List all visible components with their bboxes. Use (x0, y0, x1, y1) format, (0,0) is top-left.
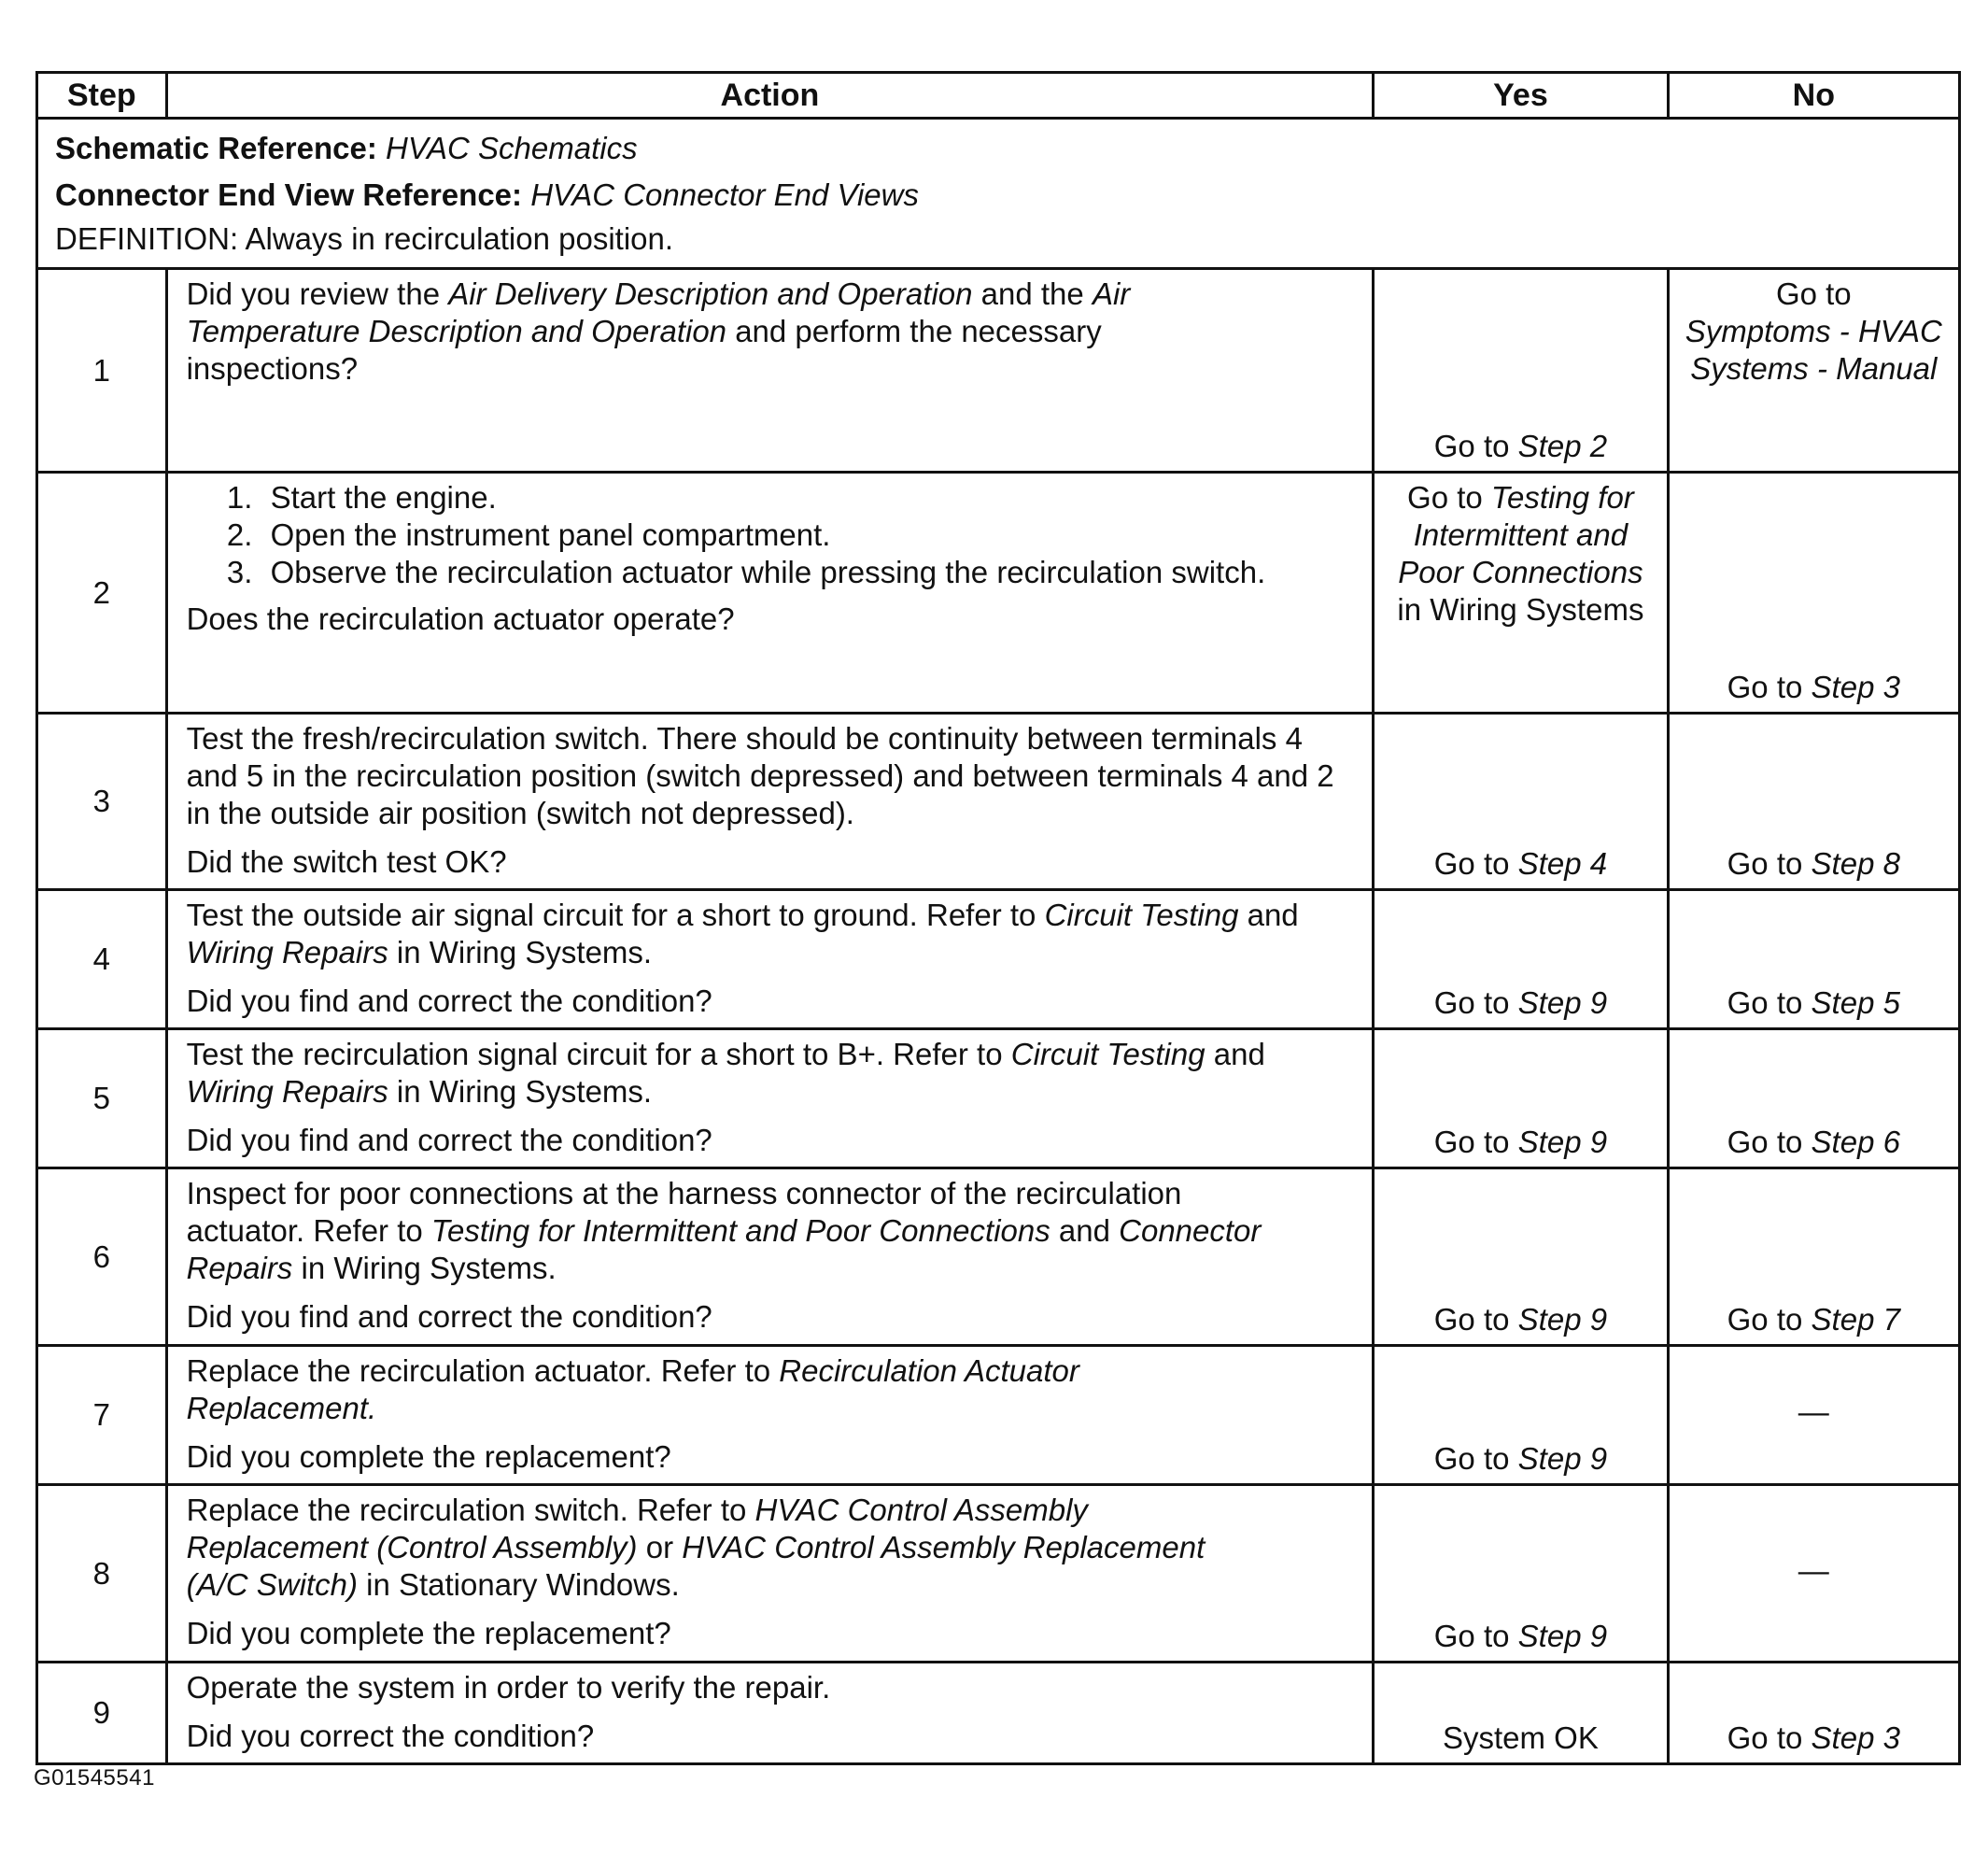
step-action (166, 1485, 1374, 1663)
no-link[interactable]: Step 3 (1811, 670, 1900, 704)
yes-link[interactable]: Step 9 (1517, 1302, 1608, 1337)
header-action: Action (166, 73, 1374, 119)
schematic-reference-label: Schematic Reference: (55, 131, 377, 165)
yes-cell[interactable] (1374, 890, 1668, 1029)
yes-cell[interactable] (1374, 714, 1668, 890)
action-link[interactable]: Recirculation Actuator Replacement. (186, 1353, 1079, 1425)
no-cell[interactable] (1668, 473, 1959, 714)
action-text: in Wiring Systems. (292, 1251, 557, 1285)
yes-cell[interactable] (1374, 1485, 1668, 1663)
step-action (166, 890, 1374, 1029)
yes-text: Go to (1407, 480, 1491, 515)
yes-text: Go to (1433, 1302, 1518, 1337)
yes-text: System OK (1442, 1720, 1599, 1755)
connector-reference-link[interactable]: HVAC Connector End Views (530, 177, 919, 212)
table-row (37, 890, 1960, 1029)
step-number: 9 (37, 1663, 167, 1764)
action-link[interactable]: Testing for Intermittent and Poor Connections (430, 1213, 1050, 1248)
action-link[interactable]: Wiring Repairs (186, 935, 388, 969)
schematic-reference-link[interactable]: HVAC Schematics (386, 131, 638, 165)
yes-text: Go to (1433, 846, 1518, 881)
step-question: Does the recirculation actuator operate? (186, 601, 735, 636)
action-link[interactable]: Wiring Repairs (186, 1074, 388, 1109)
connector-reference (55, 172, 1945, 219)
step-number: 5 (37, 1029, 167, 1168)
yes-link[interactable]: Testing for Intermittent and Poor Connections (1398, 480, 1643, 589)
action-text: Replace the recirculation switch. Refer to (186, 1493, 755, 1527)
action-text: or (637, 1530, 683, 1564)
no-cell[interactable] (1668, 890, 1959, 1029)
step-action (166, 1029, 1374, 1168)
reference-row (37, 119, 1960, 269)
yes-link[interactable]: Step 4 (1517, 846, 1608, 881)
no-link[interactable]: Step 3 (1811, 1720, 1900, 1755)
yes-link[interactable]: Step 9 (1517, 985, 1608, 1020)
yes-cell[interactable] (1374, 473, 1668, 714)
action-text: in Wiring Systems. (388, 1074, 653, 1109)
step-question: Did the switch test OK? (186, 844, 507, 879)
figure-id: G01545541 (34, 1765, 155, 1790)
action-link[interactable]: Connector Repairs (186, 1213, 1262, 1285)
no-cell[interactable] (1668, 269, 1959, 473)
yes-text: Go to (1433, 1125, 1518, 1159)
no-dash: — (1798, 1394, 1829, 1429)
yes-text: Go to (1433, 985, 1518, 1020)
step-question: Did you find and correct the condition? (186, 984, 712, 1018)
yes-link[interactable]: Step 2 (1517, 429, 1608, 463)
yes-cell[interactable] (1374, 1168, 1668, 1346)
action-text: Test the fresh/recirculation switch. There should be continuity between terminals 4 and 5 in the recirculation position (switch depressed) and between terminals 4 and 2 in the outside air position (switch not depressed). (186, 721, 1334, 830)
no-dash: — (1798, 1552, 1829, 1588)
action-text: and perform the necessary inspections? (186, 314, 1102, 386)
step-number: 6 (37, 1168, 167, 1346)
yes-link[interactable]: Step 9 (1517, 1619, 1608, 1653)
action-text: Replace the recirculation actuator. Refer to (186, 1353, 780, 1388)
no-text: Go to (1727, 670, 1812, 704)
step-number: 2 (37, 473, 167, 714)
table-row (37, 269, 1960, 473)
step-action (166, 1346, 1374, 1485)
yes-text: Go to (1433, 1441, 1518, 1476)
action-text: and (1205, 1037, 1265, 1071)
action-link[interactable]: Circuit Testing (1010, 1037, 1205, 1071)
yes-text: Go to (1433, 429, 1518, 463)
action-link[interactable]: Circuit Testing (1044, 898, 1239, 932)
definition-text: DEFINITION: Always in recirculation position. (55, 221, 674, 256)
action-link[interactable]: HVAC Control Assembly Replacement (A/C Switch) (186, 1530, 1205, 1602)
header-no: No (1668, 73, 1959, 119)
action-text: Test the outside air signal circuit for a short to ground. Refer to (186, 898, 1045, 932)
action-text: and (1238, 898, 1299, 932)
step-number: 7 (37, 1346, 167, 1485)
action-link[interactable]: Air Delivery Description and Operation (448, 276, 973, 311)
action-text: and the (972, 276, 1093, 311)
schematic-reference (55, 125, 1945, 172)
no-text: Go to (1727, 1302, 1812, 1337)
step-action (166, 1168, 1374, 1346)
yes-link[interactable]: Step 9 (1517, 1125, 1608, 1159)
step-number: 4 (37, 890, 167, 1029)
step-question: Did you correct the condition? (186, 1719, 595, 1753)
step-action (166, 714, 1374, 890)
no-cell[interactable] (1668, 714, 1959, 890)
list-item: 2. Open the instrument panel compartment. (261, 517, 1358, 554)
no-text: Go to (1727, 1720, 1812, 1755)
no-text: Go to (1727, 846, 1812, 881)
action-text: Did you review the (186, 276, 449, 311)
table-header-row (37, 73, 1960, 119)
action-text: and (1050, 1213, 1120, 1248)
table-row (37, 1029, 1960, 1168)
step-action (166, 269, 1374, 473)
yes-text: Go to (1433, 1619, 1518, 1653)
action-link[interactable]: HVAC Control Assembly Replacement (Control Assembly) (186, 1493, 1088, 1564)
table-row (37, 714, 1960, 890)
step-number: 8 (37, 1485, 167, 1663)
diagnostic-table-container (35, 71, 1961, 1765)
yes-cell[interactable] (1374, 1346, 1668, 1485)
action-text: in Stationary Windows. (357, 1567, 680, 1602)
header-step: Step (37, 73, 167, 119)
no-text: Go to (1727, 1125, 1812, 1159)
step-action (166, 1663, 1374, 1764)
step-question: Did you complete the replacement? (186, 1439, 671, 1474)
no-cell[interactable] (1668, 1168, 1959, 1346)
action-text: Operate the system in order to verify the repair. (186, 1670, 831, 1705)
table-row (37, 1168, 1960, 1346)
list-item: 3. Observe the recirculation actuator while pressing the recirculation switch. (261, 554, 1358, 591)
table-row (37, 1663, 1960, 1764)
no-link[interactable]: Symptoms - HVAC Systems - Manual (1685, 314, 1942, 386)
step-substeps (187, 479, 1358, 591)
table-row (37, 1485, 1960, 1663)
no-link[interactable]: Step 8 (1811, 846, 1900, 881)
action-text: Inspect for poor connections at the harness connector of the recirculation actuator. Refer to (186, 1176, 1182, 1248)
action-text: in Wiring Systems. (388, 935, 653, 969)
no-link[interactable]: Step 6 (1811, 1125, 1900, 1159)
no-text: Go to (1775, 276, 1852, 311)
list-item: 1. Start the engine. (261, 479, 1358, 517)
diagnostic-table (35, 71, 1961, 1765)
action-link[interactable]: Air Temperature Description and Operation (186, 276, 1131, 348)
yes-cell[interactable] (1374, 1029, 1668, 1168)
yes-cell (1374, 1663, 1668, 1764)
yes-cell[interactable] (1374, 269, 1668, 473)
step-number: 1 (37, 269, 167, 473)
step-question: Did you find and correct the condition? (186, 1299, 712, 1334)
table-row (37, 1346, 1960, 1485)
step-question: Did you complete the replacement? (186, 1616, 671, 1650)
no-text: Go to (1727, 985, 1812, 1020)
reference-cell (37, 119, 1960, 269)
no-cell[interactable] (1668, 1029, 1959, 1168)
connector-reference-label: Connector End View Reference: (55, 177, 523, 212)
header-yes: Yes (1374, 73, 1668, 119)
table-row (37, 473, 1960, 714)
yes-link[interactable]: Step 9 (1517, 1441, 1608, 1476)
action-text: Test the recirculation signal circuit for a short to B+. Refer to (186, 1037, 1011, 1071)
no-cell (1668, 1485, 1959, 1663)
step-number: 3 (37, 714, 167, 890)
yes-text-suffix: in Wiring Systems (1397, 592, 1644, 627)
no-cell[interactable] (1668, 1663, 1959, 1764)
no-cell (1668, 1346, 1959, 1485)
no-link[interactable]: Step 5 (1811, 985, 1900, 1020)
step-action (166, 473, 1374, 714)
no-link[interactable]: Step 7 (1811, 1302, 1900, 1337)
step-question: Did you find and correct the condition? (186, 1123, 712, 1157)
